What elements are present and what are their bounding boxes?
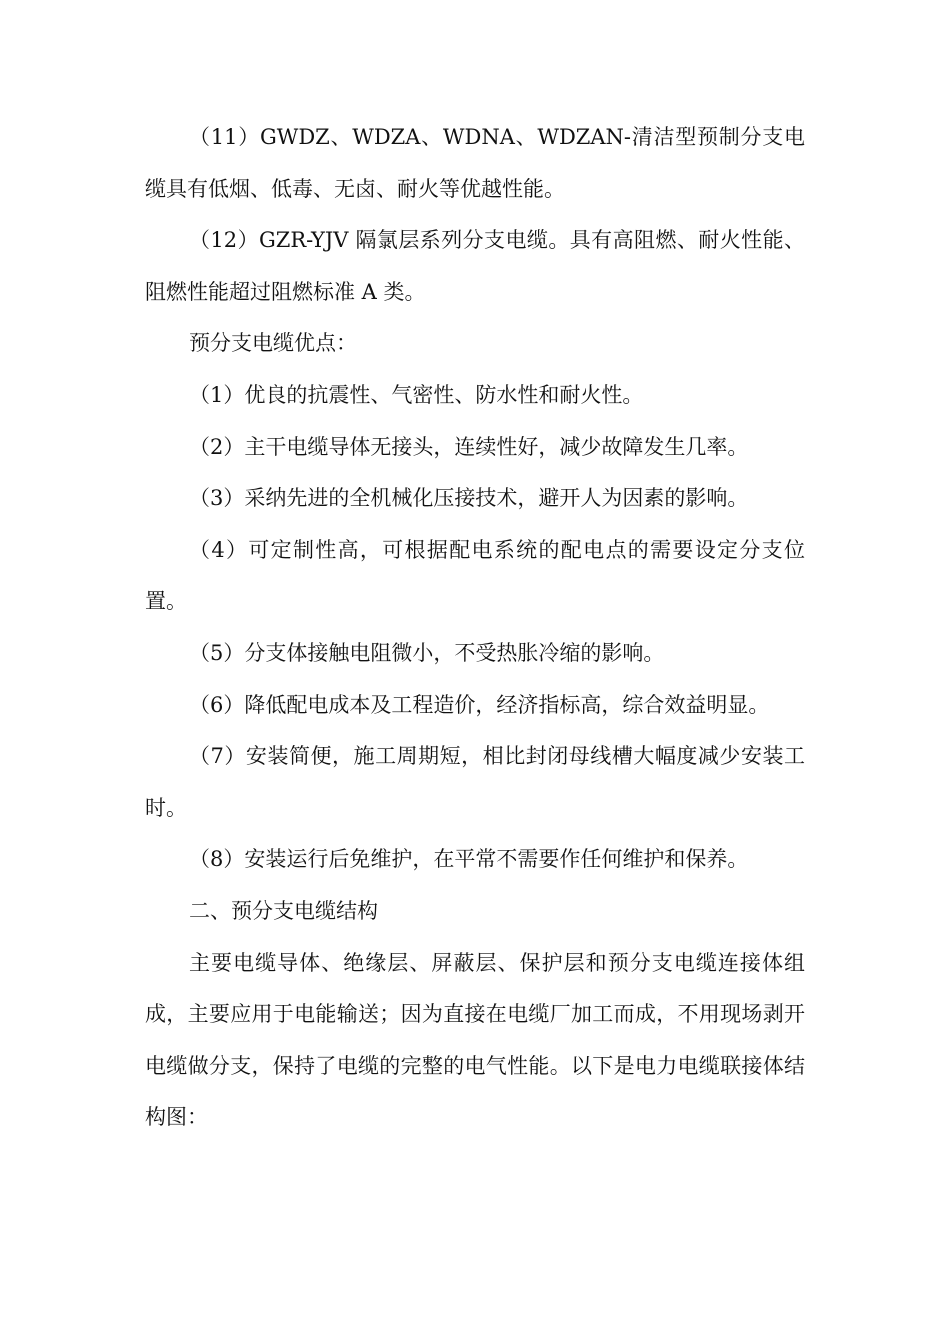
- advantage-item-8: （8）安装运行后免维护，在平常不需要作任何维护和保养。: [189, 847, 749, 872]
- advantage-item-5: （5）分支体接触电阻微小，不受热胀冷缩的影响。: [189, 640, 665, 665]
- advantage-item-6: （6）降低配电成本及工程造价，经济指标高，综合效益明显。: [189, 692, 770, 717]
- advantage-item-1: （1）优良的抗震性、气密性、防水性和耐火性。: [189, 382, 644, 407]
- paragraph-item-11: （11）GWDZ、WDZA、WDNA、WDZAN-清洁型预制分支电缆具有低烟、低毒、无卤、耐火等优越性能。: [145, 125, 805, 201]
- section-heading-structure: 二、预分支电缆结构: [189, 898, 378, 923]
- structure-description: 主要电缆导体、绝缘层、屏蔽层、保护层和预分支电缆连接体组成，主要应用于电能输送；因为直接在电缆厂加工而成，不用现场剥开电缆做分支，保持了电缆的完整的电气性能。以下是电力电缆联接体结构图：: [145, 950, 805, 1130]
- advantage-item-3: （3）采纳先进的全机械化压接技术，避开人为因素的影响。: [189, 486, 749, 511]
- section-heading-advantages: 预分支电缆优点：: [189, 331, 357, 356]
- document-body: [145, 112, 805, 1144]
- advantage-item-7: （7）安装简便，施工周期短，相比封闭母线槽大幅度减少安装工时。: [145, 744, 805, 820]
- advantage-item-4: （4）可定制性高，可根据配电系统的配电点的需要设定分支位置。: [145, 537, 805, 614]
- advantage-item-2: （2）主干电缆导体无接头，连续性好，减少故障发生几率。: [189, 434, 749, 459]
- paragraph-item-12: （12）GZR-YJV 隔氯层系列分支电缆。具有高阻燃、耐火性能、阻燃性能超过阻燃标准 A 类。: [145, 228, 805, 304]
